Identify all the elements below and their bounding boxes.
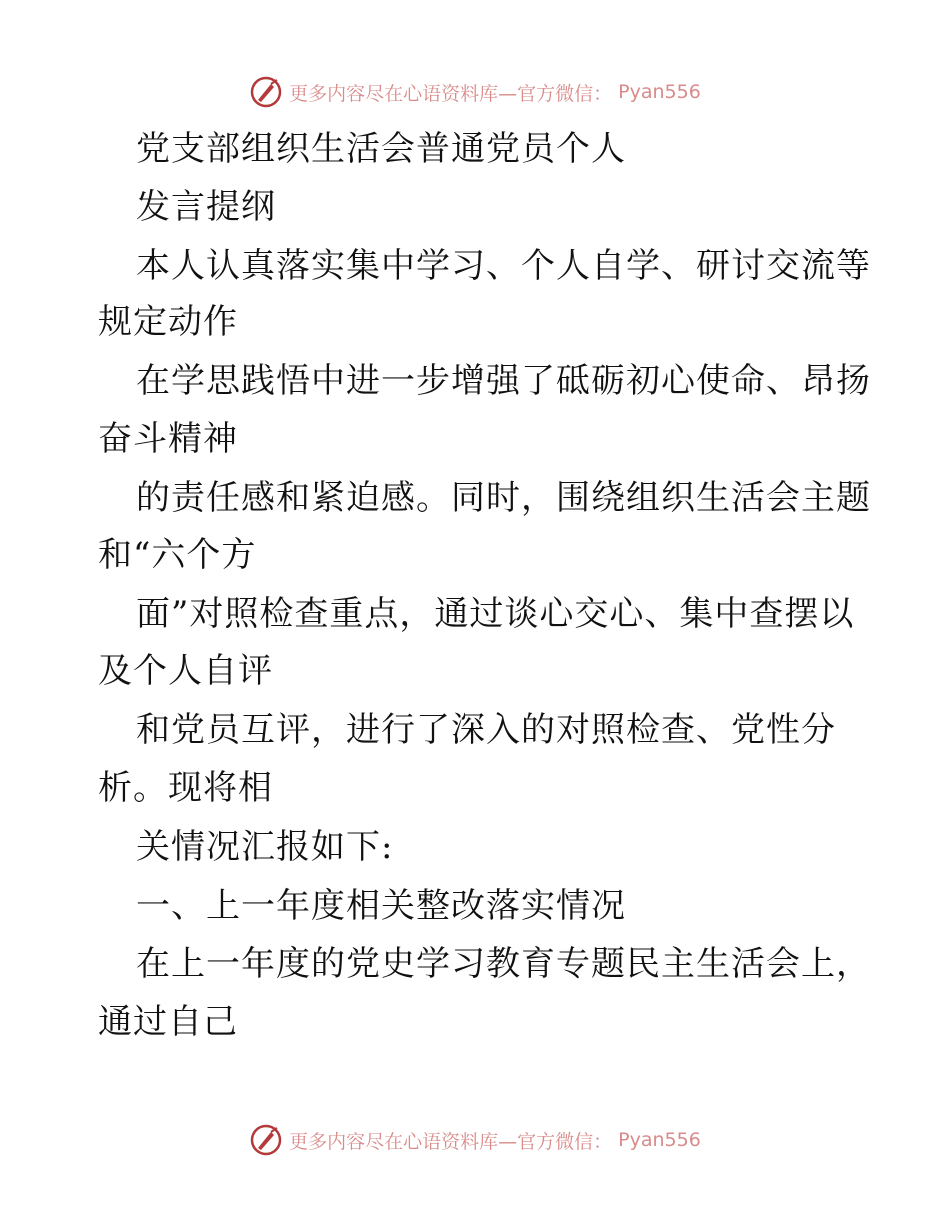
text-line: 及个人自评 <box>98 651 273 691</box>
text-line: 通过自己 <box>98 1002 238 1042</box>
text-line: 本人认真落实集中学习、个人自学、研讨交流等 <box>136 246 871 286</box>
text-line: 党支部组织生活会普通党员个人 <box>136 129 626 169</box>
header-watermark <box>0 72 950 112</box>
quill-logo-icon <box>249 1123 283 1157</box>
text-line: 规定动作 <box>98 302 238 342</box>
quill-logo-icon <box>249 75 283 109</box>
text-line: 面”对照检查重点，通过谈心交心、集中查摆以 <box>136 594 855 634</box>
text-line: 一、上一年度相关整改落实情况 <box>136 886 626 926</box>
text-line: 和党员互评，进行了深入的对照检查、党性分 <box>136 710 836 750</box>
text-line: 奋斗精神 <box>98 419 238 459</box>
text-line: 析。现将相 <box>98 768 273 808</box>
watermark-text: 更多内容尽在心语资料库—官方微信： <box>289 1130 613 1153</box>
text-line: 的责任感和紧迫感。同时，围绕组织生活会主题 <box>136 478 871 518</box>
footer-watermark <box>0 1120 950 1160</box>
text-line: 发言提纲 <box>136 187 276 227</box>
text-line: 在上一年度的党史学习教育专题民主生活会上， <box>136 944 871 984</box>
text-line: 关情况汇报如下: <box>136 827 394 867</box>
watermark-handle: Pyan556 <box>618 81 701 103</box>
watermark-handle: Pyan556 <box>618 1129 701 1151</box>
watermark-text: 更多内容尽在心语资料库—官方微信： <box>289 82 613 105</box>
text-line: 和“六个方 <box>98 535 257 575</box>
text-line: 在学思践悟中进一步增强了砥砺初心使命、昂扬 <box>136 361 871 401</box>
